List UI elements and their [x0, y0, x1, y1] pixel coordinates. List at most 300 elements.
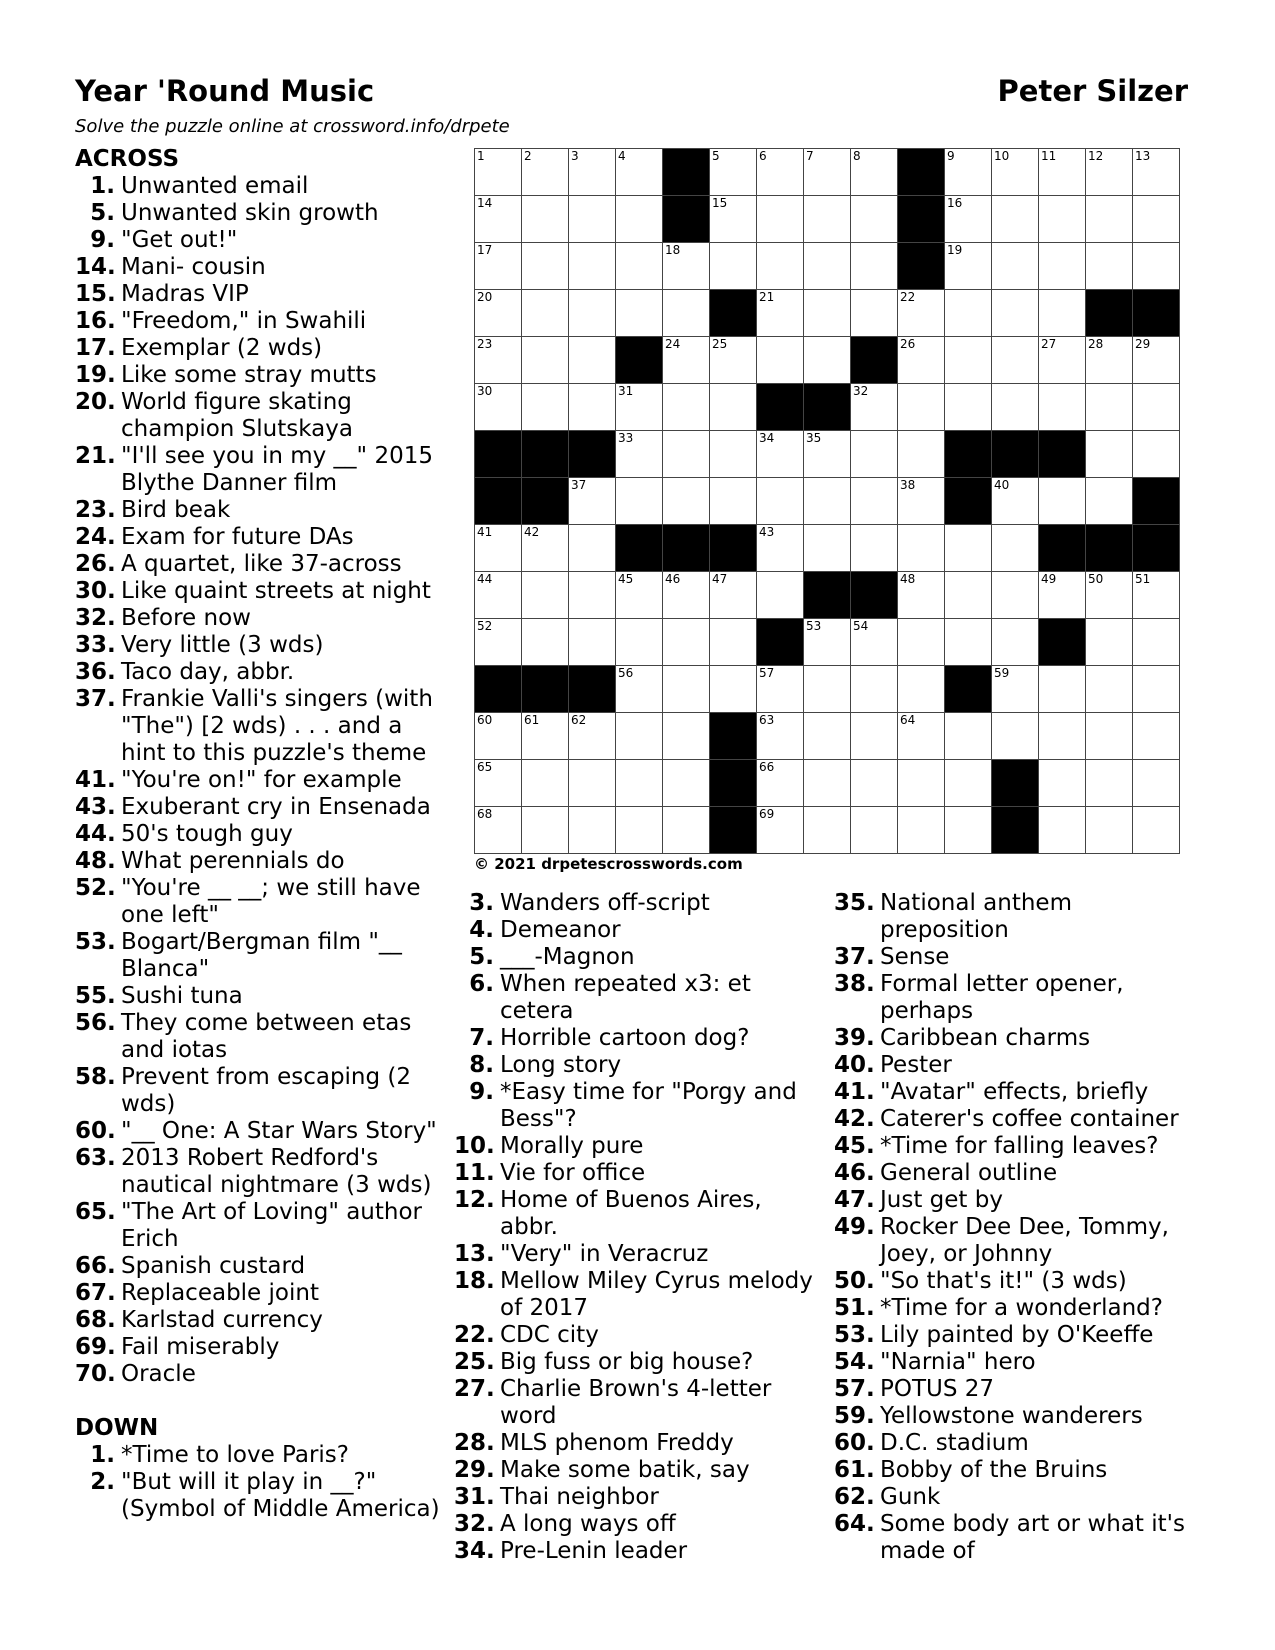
grid-cell[interactable] [1133, 196, 1180, 243]
across-clue[interactable] [75, 497, 445, 524]
grid-cell[interactable] [992, 713, 1039, 760]
across-clue[interactable] [75, 1145, 445, 1199]
grid-cell[interactable] [804, 760, 851, 807]
grid-block [804, 572, 851, 619]
grid-cell[interactable] [804, 290, 851, 337]
grid-cell[interactable] [1039, 666, 1086, 713]
grid-cell[interactable] [757, 196, 804, 243]
across-clue[interactable] [75, 875, 445, 929]
grid-block [710, 760, 757, 807]
grid-cell[interactable] [1133, 149, 1180, 196]
grid-cell[interactable] [569, 572, 616, 619]
grid-cell[interactable] [522, 243, 569, 290]
across-heading: ACROSS [75, 146, 180, 172]
grid-cell[interactable] [851, 666, 898, 713]
grid-cell[interactable] [475, 149, 522, 196]
across-clue[interactable] [75, 227, 445, 254]
across-clue[interactable] [75, 605, 445, 632]
grid-cell[interactable] [663, 666, 710, 713]
across-clue[interactable] [75, 632, 445, 659]
down-clue[interactable] [454, 1349, 824, 1376]
grid-cell[interactable] [851, 431, 898, 478]
grid-cell[interactable] [804, 196, 851, 243]
grid-cell[interactable] [522, 807, 569, 854]
cell-number: 8 [853, 149, 861, 163]
grid-cell[interactable] [898, 807, 945, 854]
grid-cell[interactable] [804, 243, 851, 290]
down-clue[interactable] [834, 1511, 1204, 1565]
across-clue[interactable] [75, 983, 445, 1010]
grid-cell[interactable] [1086, 478, 1133, 525]
clue-text: CDC city [500, 1322, 599, 1348]
across-clue[interactable] [75, 1334, 445, 1361]
clue-number: 53. [834, 1322, 875, 1348]
across-clue[interactable] [75, 551, 445, 578]
grid-cell[interactable] [757, 760, 804, 807]
grid-cell[interactable] [475, 713, 522, 760]
grid-cell[interactable] [992, 149, 1039, 196]
grid-block [1039, 619, 1086, 666]
grid-cell[interactable] [804, 149, 851, 196]
grid-cell[interactable] [663, 431, 710, 478]
grid-cell[interactable] [710, 196, 757, 243]
grid-cell[interactable] [1039, 243, 1086, 290]
grid-cell[interactable] [569, 243, 616, 290]
clue-number: 41. [834, 1079, 875, 1105]
grid-cell[interactable] [663, 337, 710, 384]
grid-cell[interactable] [945, 572, 992, 619]
grid-cell[interactable] [522, 196, 569, 243]
grid-cell[interactable] [1039, 149, 1086, 196]
clue-number: 65. [75, 1199, 116, 1225]
grid-cell[interactable] [616, 572, 663, 619]
grid-cell[interactable] [757, 337, 804, 384]
grid-cell[interactable] [945, 243, 992, 290]
grid-cell[interactable] [569, 290, 616, 337]
grid-cell[interactable] [1039, 196, 1086, 243]
grid-cell[interactable] [804, 525, 851, 572]
grid-cell[interactable] [1039, 713, 1086, 760]
down-clue[interactable] [834, 1403, 1204, 1430]
down-clue[interactable] [454, 1160, 824, 1187]
grid-cell[interactable] [569, 760, 616, 807]
clue-text: Very little (3 wds) [121, 632, 324, 658]
grid-cell[interactable] [663, 713, 710, 760]
grid-cell[interactable] [663, 384, 710, 431]
down-clue[interactable] [834, 1322, 1204, 1349]
grid-block [757, 384, 804, 431]
across-clue[interactable] [75, 1064, 445, 1118]
grid-cell[interactable] [851, 290, 898, 337]
grid-cell[interactable] [522, 713, 569, 760]
grid-cell[interactable] [663, 619, 710, 666]
grid-cell[interactable] [851, 525, 898, 572]
grid-cell[interactable] [992, 525, 1039, 572]
down-clue[interactable] [454, 1538, 824, 1565]
grid-cell[interactable] [1039, 572, 1086, 619]
down-clue[interactable] [454, 1241, 824, 1268]
clue-text: Yellowstone wanderers [880, 1403, 1143, 1429]
down-clue[interactable] [834, 1187, 1204, 1214]
grid-cell[interactable] [898, 337, 945, 384]
across-clue[interactable] [75, 659, 445, 686]
across-clue[interactable] [75, 1307, 445, 1334]
cell-number: 33 [618, 431, 634, 445]
down-clue[interactable] [454, 917, 824, 944]
grid-cell[interactable] [757, 666, 804, 713]
down-clue[interactable] [75, 1442, 445, 1469]
grid-cell[interactable] [710, 666, 757, 713]
clue-number: 7. [469, 1025, 494, 1051]
grid-cell[interactable] [1133, 713, 1180, 760]
grid-cell[interactable] [569, 478, 616, 525]
grid-cell[interactable] [1086, 196, 1133, 243]
down-clue[interactable] [454, 1511, 824, 1538]
clue-text: Caribbean charms [880, 1025, 1091, 1051]
grid-cell[interactable] [851, 196, 898, 243]
grid-cell[interactable] [1086, 713, 1133, 760]
down-clue[interactable] [454, 1187, 824, 1241]
across-clue[interactable] [75, 254, 445, 281]
grid-cell[interactable] [1086, 572, 1133, 619]
grid-cell[interactable] [992, 619, 1039, 666]
grid-cell[interactable] [1086, 337, 1133, 384]
down-clue[interactable] [834, 944, 1204, 971]
across-clue[interactable] [75, 1361, 445, 1388]
cell-number: 22 [900, 290, 916, 304]
across-clue[interactable] [75, 1118, 445, 1145]
grid-cell[interactable] [992, 196, 1039, 243]
down-clue[interactable] [834, 1349, 1204, 1376]
across-clue[interactable] [75, 848, 445, 875]
clue-number: 49. [834, 1214, 875, 1240]
grid-cell[interactable] [710, 619, 757, 666]
grid-cell[interactable] [522, 619, 569, 666]
grid-block [569, 666, 616, 713]
grid-cell[interactable] [616, 290, 663, 337]
grid-cell[interactable] [945, 760, 992, 807]
grid-cell[interactable] [945, 619, 992, 666]
grid-cell[interactable] [1086, 149, 1133, 196]
down-clue[interactable] [834, 890, 1204, 944]
grid-cell[interactable] [898, 713, 945, 760]
down-clue[interactable] [834, 1133, 1204, 1160]
grid-cell[interactable] [616, 760, 663, 807]
grid-cell[interactable] [1086, 807, 1133, 854]
grid-cell[interactable] [522, 572, 569, 619]
grid-cell[interactable] [1039, 290, 1086, 337]
grid-cell[interactable] [898, 431, 945, 478]
across-clue[interactable] [75, 308, 445, 335]
across-clue[interactable] [75, 794, 445, 821]
across-clue[interactable] [75, 200, 445, 227]
grid-cell[interactable] [710, 431, 757, 478]
grid-cell[interactable] [616, 431, 663, 478]
cell-number: 24 [665, 337, 681, 351]
grid-cell[interactable] [851, 713, 898, 760]
down-clue[interactable] [834, 1214, 1204, 1268]
grid-cell[interactable] [757, 713, 804, 760]
down-clue[interactable] [834, 1457, 1204, 1484]
down-clue[interactable] [454, 1268, 824, 1322]
grid-cell[interactable] [804, 337, 851, 384]
cell-number: 11 [1041, 149, 1057, 163]
grid-cell[interactable] [1086, 384, 1133, 431]
grid-cell[interactable] [710, 149, 757, 196]
across-clue[interactable] [75, 767, 445, 794]
down-clue[interactable] [834, 1484, 1204, 1511]
down-clue[interactable] [834, 1376, 1204, 1403]
grid-cell[interactable] [945, 290, 992, 337]
cell-number: 5 [712, 149, 720, 163]
across-clue[interactable] [75, 578, 445, 605]
grid-cell[interactable] [1133, 807, 1180, 854]
clue-number: 13. [454, 1241, 495, 1267]
across-clue[interactable] [75, 443, 445, 497]
across-clue[interactable] [75, 281, 445, 308]
down-heading: DOWN [75, 1415, 159, 1441]
grid-cell[interactable] [569, 149, 616, 196]
clue-text: Charlie Brown's 4-letter word [500, 1376, 772, 1429]
grid-cell[interactable] [475, 337, 522, 384]
grid-cell[interactable] [851, 243, 898, 290]
grid-cell[interactable] [898, 760, 945, 807]
grid-cell[interactable] [522, 525, 569, 572]
grid-cell[interactable] [1133, 384, 1180, 431]
across-clue[interactable] [75, 362, 445, 389]
grid-cell[interactable] [569, 619, 616, 666]
down-clue[interactable] [834, 1106, 1204, 1133]
grid-cell[interactable] [1133, 619, 1180, 666]
grid-cell[interactable] [663, 572, 710, 619]
grid-cell[interactable] [475, 760, 522, 807]
grid-cell[interactable] [616, 807, 663, 854]
grid-cell[interactable] [710, 572, 757, 619]
cell-number: 18 [665, 243, 681, 257]
grid-cell[interactable] [804, 666, 851, 713]
grid-cell[interactable] [569, 384, 616, 431]
grid-cell[interactable] [663, 243, 710, 290]
grid-cell[interactable] [522, 760, 569, 807]
grid-cell[interactable] [569, 337, 616, 384]
grid-cell[interactable] [663, 478, 710, 525]
grid-cell[interactable] [992, 666, 1039, 713]
grid-cell[interactable] [757, 478, 804, 525]
down-clue[interactable] [454, 890, 824, 917]
grid-cell[interactable] [992, 243, 1039, 290]
grid-cell[interactable] [851, 384, 898, 431]
grid-cell[interactable] [898, 572, 945, 619]
puzzle-title: Year 'Round Music [75, 74, 375, 108]
clue-number: 42. [834, 1106, 875, 1132]
across-clue[interactable] [75, 929, 445, 983]
down-clue[interactable] [454, 1133, 824, 1160]
grid-cell[interactable] [1086, 760, 1133, 807]
down-clue[interactable] [834, 1079, 1204, 1106]
clue-text: D.C. stadium [880, 1430, 1029, 1456]
grid-cell[interactable] [898, 525, 945, 572]
grid-cell[interactable] [804, 807, 851, 854]
grid-cell[interactable] [804, 619, 851, 666]
grid-cell[interactable] [1086, 243, 1133, 290]
grid-cell[interactable] [616, 666, 663, 713]
down-clue[interactable] [454, 1376, 824, 1430]
grid-cell[interactable] [616, 149, 663, 196]
grid-cell[interactable] [851, 619, 898, 666]
grid-cell[interactable] [945, 384, 992, 431]
grid-cell[interactable] [1039, 760, 1086, 807]
clue-text: They come between etas and iotas [121, 1010, 412, 1063]
grid-cell[interactable] [616, 619, 663, 666]
down-clue[interactable] [834, 1025, 1204, 1052]
grid-cell[interactable] [663, 760, 710, 807]
grid-cell[interactable] [522, 384, 569, 431]
grid-cell[interactable] [475, 243, 522, 290]
grid-cell[interactable] [1039, 478, 1086, 525]
clue-number: 53. [75, 929, 116, 955]
clue-text: "Narnia" hero [880, 1349, 1036, 1375]
clue-number: 31. [454, 1484, 495, 1510]
across-clue[interactable] [75, 335, 445, 362]
grid-cell[interactable] [992, 384, 1039, 431]
grid-cell[interactable] [757, 243, 804, 290]
grid-cell[interactable] [616, 243, 663, 290]
across-clue[interactable] [75, 524, 445, 551]
grid-cell[interactable] [945, 807, 992, 854]
grid-cell[interactable] [616, 478, 663, 525]
grid-cell[interactable] [663, 807, 710, 854]
grid-cell[interactable] [616, 196, 663, 243]
grid-cell[interactable] [569, 713, 616, 760]
down-clue[interactable] [454, 971, 824, 1025]
down-clue[interactable] [454, 1322, 824, 1349]
across-clue[interactable] [75, 686, 445, 767]
grid-cell[interactable] [475, 384, 522, 431]
grid-cell[interactable] [898, 666, 945, 713]
down-clue[interactable] [834, 1430, 1204, 1457]
grid-cell[interactable] [569, 525, 616, 572]
grid-cell[interactable] [757, 807, 804, 854]
grid-cell[interactable] [522, 149, 569, 196]
grid-cell[interactable] [992, 572, 1039, 619]
grid-cell[interactable] [851, 760, 898, 807]
grid-cell[interactable] [1133, 243, 1180, 290]
clue-text: "You're __ __; we still have one left" [121, 875, 421, 928]
grid-cell[interactable] [945, 149, 992, 196]
grid-cell[interactable] [569, 807, 616, 854]
grid-cell[interactable] [1133, 337, 1180, 384]
clue-number: 66. [75, 1253, 116, 1279]
grid-cell[interactable] [898, 290, 945, 337]
grid-cell[interactable] [945, 525, 992, 572]
clue-text: Unwanted email [121, 173, 309, 199]
grid-cell[interactable] [475, 807, 522, 854]
grid-cell[interactable] [710, 478, 757, 525]
grid-cell[interactable] [851, 149, 898, 196]
grid-cell[interactable] [757, 290, 804, 337]
grid-cell[interactable] [898, 478, 945, 525]
grid-cell[interactable] [757, 149, 804, 196]
cell-number: 44 [477, 572, 493, 586]
grid-cell[interactable] [475, 196, 522, 243]
grid-cell[interactable] [757, 431, 804, 478]
grid-cell[interactable] [569, 196, 616, 243]
across-clue[interactable] [75, 1199, 445, 1253]
grid-cell[interactable] [992, 478, 1039, 525]
grid-cell[interactable] [1039, 384, 1086, 431]
grid-cell[interactable] [522, 337, 569, 384]
down-clue[interactable] [834, 1295, 1204, 1322]
grid-cell[interactable] [616, 384, 663, 431]
down-clue[interactable] [834, 1160, 1204, 1187]
grid-cell[interactable] [851, 807, 898, 854]
across-clue[interactable] [75, 821, 445, 848]
grid-cell[interactable] [663, 290, 710, 337]
grid-cell[interactable] [851, 478, 898, 525]
grid-cell[interactable] [898, 384, 945, 431]
grid-cell[interactable] [804, 478, 851, 525]
across-clue[interactable] [75, 389, 445, 443]
grid-cell[interactable] [992, 290, 1039, 337]
clue-number: 14. [75, 254, 116, 280]
grid-cell[interactable] [1133, 760, 1180, 807]
grid-cell[interactable] [710, 243, 757, 290]
grid-cell[interactable] [1086, 431, 1133, 478]
across-clue[interactable] [75, 1010, 445, 1064]
grid-cell[interactable] [1086, 666, 1133, 713]
grid-cell[interactable] [804, 713, 851, 760]
down-clue[interactable] [834, 1052, 1204, 1079]
grid-cell[interactable] [945, 196, 992, 243]
grid-cell[interactable] [710, 384, 757, 431]
across-clue[interactable] [75, 1280, 445, 1307]
grid-cell[interactable] [1039, 337, 1086, 384]
grid-cell[interactable] [1133, 666, 1180, 713]
grid-cell[interactable] [475, 619, 522, 666]
down-clue[interactable] [454, 944, 824, 971]
grid-cell[interactable] [1133, 431, 1180, 478]
cell-number: 38 [900, 478, 916, 492]
down-clue[interactable] [454, 1079, 824, 1133]
grid-cell[interactable] [992, 337, 1039, 384]
grid-cell[interactable] [710, 337, 757, 384]
grid-cell[interactable] [1039, 807, 1086, 854]
grid-cell[interactable] [1133, 572, 1180, 619]
down-clue[interactable] [75, 1469, 445, 1523]
grid-cell[interactable] [475, 290, 522, 337]
down-clue[interactable] [834, 971, 1204, 1025]
grid-cell[interactable] [898, 619, 945, 666]
down-clue[interactable] [454, 1484, 824, 1511]
grid-cell[interactable] [1086, 619, 1133, 666]
grid-cell[interactable] [522, 290, 569, 337]
grid-cell[interactable] [616, 713, 663, 760]
grid-cell[interactable] [945, 337, 992, 384]
grid-cell[interactable] [757, 572, 804, 619]
grid-cell[interactable] [475, 572, 522, 619]
grid-cell[interactable] [757, 525, 804, 572]
down-clue[interactable] [454, 1025, 824, 1052]
down-clue[interactable] [454, 1457, 824, 1484]
grid-cell[interactable] [804, 431, 851, 478]
grid-cell[interactable] [475, 525, 522, 572]
across-clue[interactable] [75, 173, 445, 200]
down-clue[interactable] [454, 1430, 824, 1457]
down-clue[interactable] [454, 1052, 824, 1079]
across-clue[interactable] [75, 1253, 445, 1280]
down-clue[interactable] [834, 1268, 1204, 1295]
grid-cell[interactable] [945, 713, 992, 760]
